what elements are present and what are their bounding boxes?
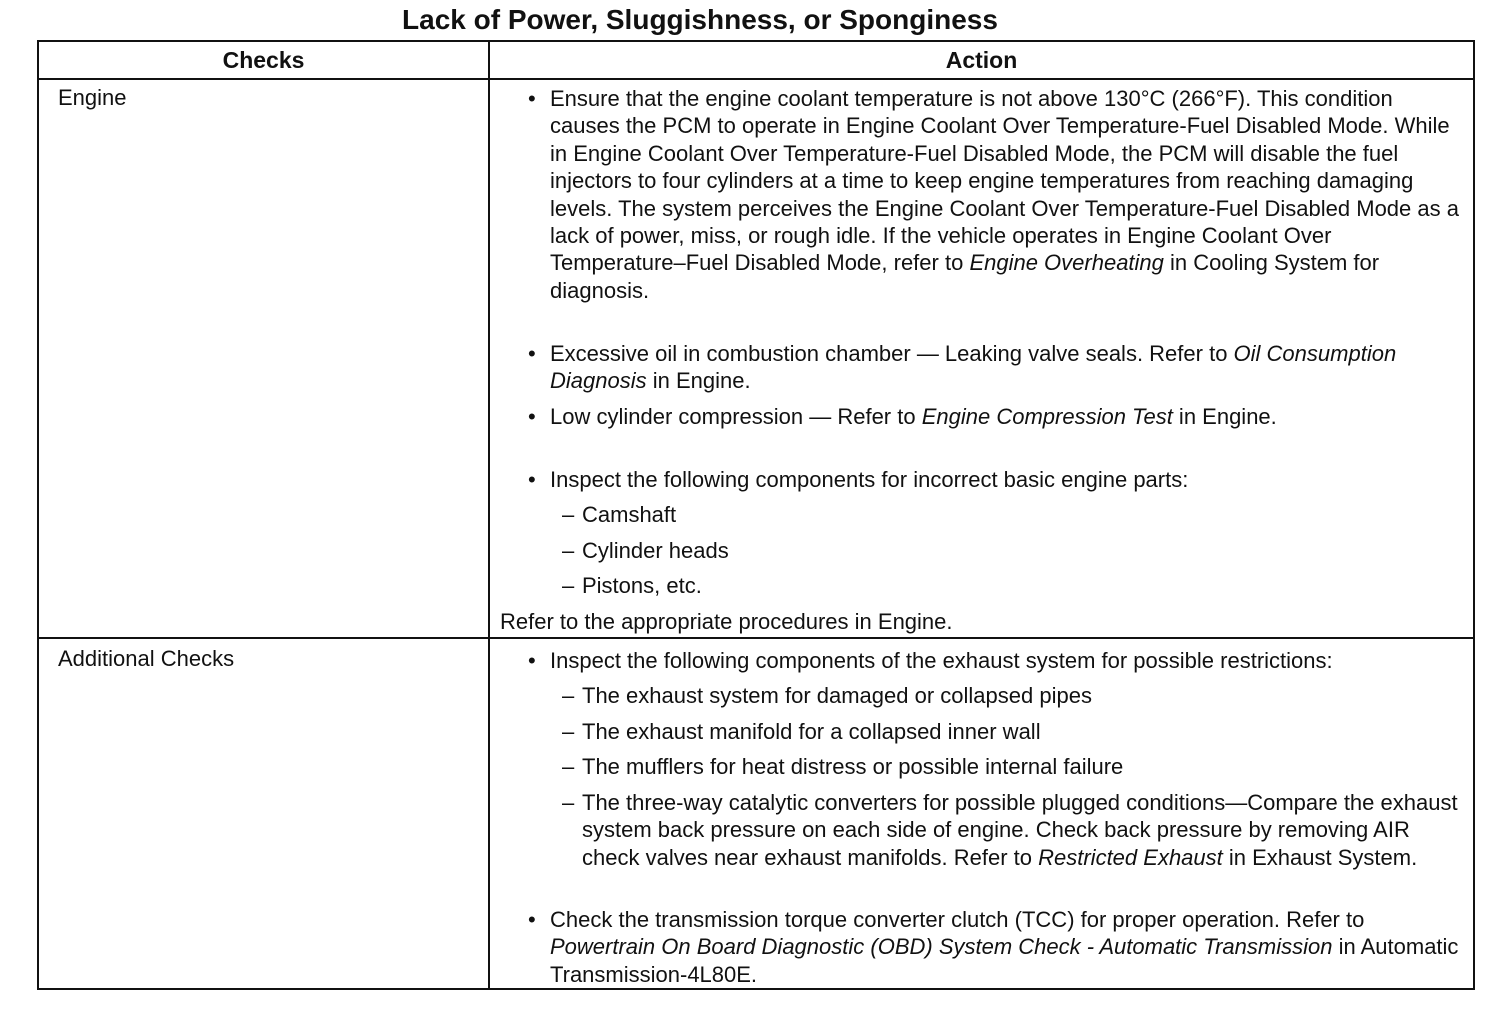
engine-bullet-inspect: • Inspect the following components for incorrect basic engine parts:	[500, 466, 1460, 493]
sub-exhaust-manifold: – The exhaust manifold for a collapsed inner wall	[500, 718, 1460, 745]
engine-bullet-coolant: • Ensure that the engine coolant temperature is not above 130°C (266°F). This condition causes the PCM to operate in Engine Coolant Over Temperature-Fuel Disabled Mode. While in Engine Coolant Over Temperature-Fuel Disabled Mode, the PCM will disable the fuel injectors to four cylinders at a time to keep engine temperatures from reaching damaging levels. The system perceives the Engine Coolant Over Temperature-Fuel Disabled Mode as a lack of power, miss, or rough idle. If the vehicle operates in Engine Coolant Over Temperature–Fuel Disabled Mode, refer to Engine Overheating in Cooling System for diagnosis.	[500, 85, 1460, 304]
ref-powertrain-obd-system-check[interactable]: Powertrain On Board Diagnostic (OBD) System Check - Automatic Transmission	[550, 934, 1333, 960]
ref-engine-compression-test[interactable]: Engine Compression Test	[921, 404, 1173, 429]
ref-restricted-exhaust[interactable]: Restricted Exhaust	[1038, 844, 1223, 870]
engine-bullet-compression: • Low cylinder compression — Refer to Engine Compression Test in Engine.	[500, 403, 1460, 430]
checks-column-header: Checks	[222, 47, 305, 73]
check-additional: Additional Checks	[58, 646, 235, 671]
action-column-header: Action	[945, 47, 1018, 73]
sub-cylinder-heads: – Cylinder heads	[500, 537, 1460, 564]
ref-oil-consumption-diagnosis[interactable]: Oil Consumption Diagnosis	[550, 341, 1397, 394]
ref-engine-overheating[interactable]: Engine Overheating	[969, 250, 1164, 276]
sub-pistons: – Pistons, etc.	[500, 572, 1460, 599]
page-title: Lack of Power, Sluggishness, or Sponginess	[402, 4, 998, 35]
sub-catalytic-converters: – The three-way catalytic converters for possible plugged conditions—Compare the exhaust system back pressure on each side of engine. Check back pressure by removing AIR check valves near exhaust manifolds. Refer to Restricted Exhaust in Exhaust System.	[500, 789, 1460, 871]
sub-mufflers: – The mufflers for heat distress or possible internal failure	[500, 753, 1460, 780]
engine-note: Refer to the appropriate procedures in Engine.	[500, 609, 953, 634]
column-divider	[488, 42, 490, 988]
additional-bullet-exhaust: • Inspect the following components of the exhaust system for possible restrictions:	[500, 647, 1460, 674]
additional-bullet-tcc: • Check the transmission torque converter clutch (TCC) for proper operation. Refer to Powertrain On Board Diagnostic (OBD) System Check - Automatic Transmission in Automatic Transmission-4L80E.	[500, 906, 1460, 988]
sub-exhaust-pipes: – The exhaust system for damaged or collapsed pipes	[500, 682, 1460, 709]
diagnosis-table	[37, 40, 1475, 990]
engine-bullet-oil: • Excessive oil in combustion chamber — Leaking valve seals. Refer to Oil Consumption Diagnosis in Engine.	[500, 340, 1460, 395]
sub-camshaft: – Camshaft	[500, 501, 1460, 528]
row-divider	[39, 637, 1473, 639]
check-engine: Engine	[58, 85, 127, 110]
